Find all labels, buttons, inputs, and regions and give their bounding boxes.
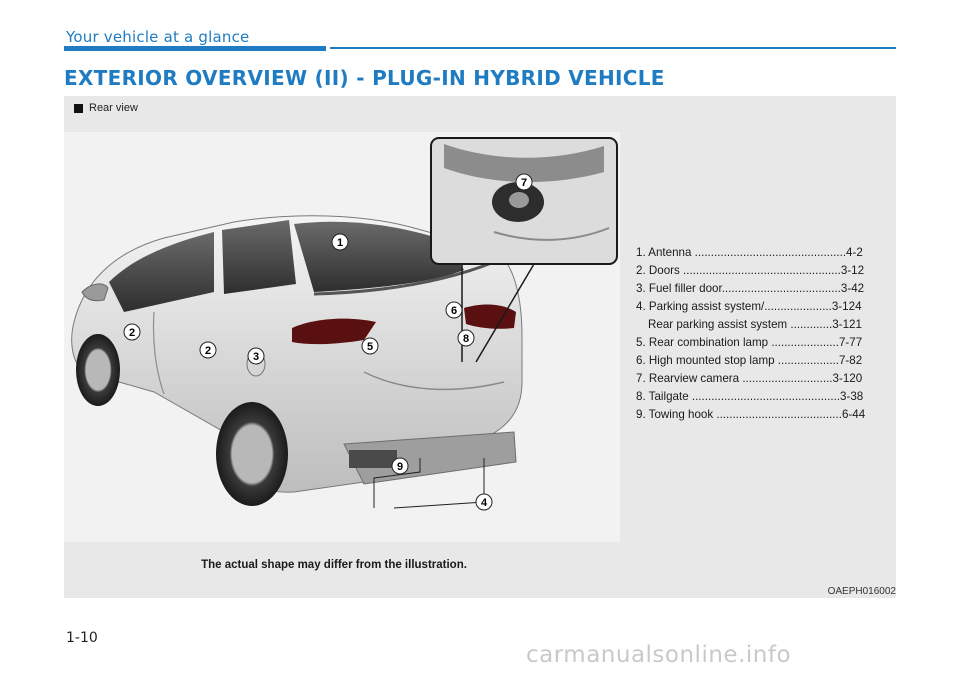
- disclaimer: The actual shape may differ from the illustration.: [201, 559, 467, 571]
- view-label: [74, 102, 138, 114]
- svg-text:1: 1: [336, 237, 344, 249]
- parts-list-item: 9. Towing hook .......................................6-44: [636, 408, 866, 421]
- parts-list-item: 3. Fuel filler door.....................................3-42: [636, 282, 865, 295]
- callout-9: [392, 458, 408, 474]
- parts-list-item: 7. Rearview camera ............................3-120: [636, 372, 863, 385]
- parts-list-item: 6. High mounted stop lamp ...................7-82: [636, 354, 863, 367]
- page-number: 1-10: [66, 630, 98, 646]
- parts-list-item: 5. Rear combination lamp .....................7-77: [636, 336, 863, 349]
- callout-6: [446, 302, 462, 318]
- parts-list-item: 8. Tailgate ..............................................3-38: [636, 390, 864, 403]
- svg-text:6: 6: [450, 305, 458, 317]
- svg-text:8: 8: [462, 333, 470, 345]
- callout-2a: [124, 324, 140, 340]
- svg-text:5: 5: [366, 341, 374, 353]
- svg-text:9: 9: [396, 461, 404, 473]
- callout-8: [458, 330, 474, 346]
- callout-2b: [200, 342, 216, 358]
- svg-text:4: 4: [480, 497, 488, 509]
- header-rule-thick: [64, 46, 326, 51]
- callout-1: [332, 234, 348, 250]
- parts-list-item: 1. Antenna ...............................................4-2: [636, 246, 863, 259]
- parts-list-subitem: Rear parking assist system .............3-121: [648, 318, 862, 331]
- svg-text:2: 2: [128, 327, 136, 339]
- image-code: OAEPH016002: [827, 586, 896, 597]
- section-header: Your vehicle at a glance: [66, 28, 250, 46]
- callout-7: [516, 174, 532, 190]
- svg-text:7: 7: [520, 177, 528, 189]
- callout-3: [248, 348, 264, 364]
- page-title: EXTERIOR OVERVIEW (II) - PLUG-IN HYBRID VEHICLE: [64, 66, 665, 90]
- callout-5: [362, 338, 378, 354]
- square-bullet-icon: [74, 104, 83, 113]
- rear-view-panel: [64, 96, 896, 598]
- watermark: carmanualsonline.info: [526, 642, 792, 668]
- header-rule-thin: [330, 47, 896, 49]
- parts-list-item: 2. Doors .................................................3-12: [636, 264, 865, 277]
- parts-list: [636, 244, 896, 424]
- svg-text:3: 3: [252, 351, 260, 363]
- vehicle-rear-illustration: [64, 132, 620, 542]
- svg-text:2: 2: [204, 345, 212, 357]
- callout-4: [476, 494, 492, 510]
- view-label-text: Rear view: [89, 102, 138, 114]
- parts-list-item: 4. Parking assist system/.....................3-124: [636, 300, 862, 313]
